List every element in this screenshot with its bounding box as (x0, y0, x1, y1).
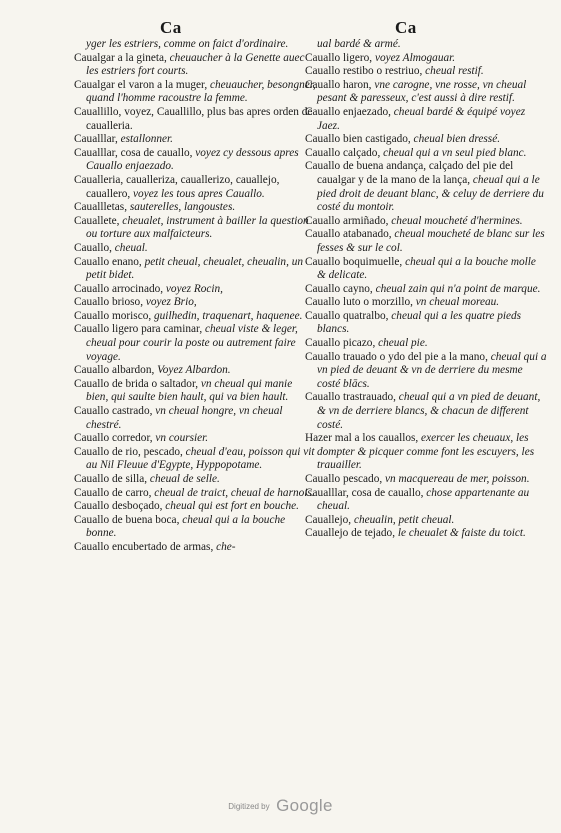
dictionary-entry (74, 310, 316, 324)
entry-headword: Caualgar el varon a la muger, (74, 78, 208, 91)
entry-headword: Cauallo restibo o restriuo, (305, 65, 423, 78)
entry-definition: exercer les cheuaux, les dompter & picquer comme font les escuyers, les trauailler. (317, 432, 535, 472)
entry-headword: Caualgar a la gineta, (74, 51, 167, 64)
entry-definition: cheual moucheté de blanc sur les fesses & sur le col. (317, 228, 545, 254)
entry-definition: cheual de selle. (147, 473, 220, 485)
entry-headword: Cauallo cayno, (305, 282, 373, 295)
dictionary-entry (74, 133, 316, 147)
dictionary-entry (305, 473, 547, 487)
entry-headword: Caualllar, (74, 133, 118, 146)
entry-definition: voyez Brio, (143, 296, 197, 309)
entry-headword: Cauallo corredor, (74, 432, 153, 445)
running-header-right: Ca (395, 18, 417, 37)
entry-definition: cheualet, instrument à bailler la question ou torture aux malfaicteurs. (86, 214, 309, 241)
entry-headword: Cauallo desboçado, (74, 500, 163, 513)
entry-headword: Cauallo de brida o saltador, (74, 377, 199, 390)
dictionary-entry (74, 52, 316, 79)
dictionary-entry (305, 337, 547, 351)
dictionary-entry (305, 432, 547, 473)
entry-definition: cheual zain qui n'a point de marque. (372, 282, 541, 295)
entry-headword: Cauallo morisco, (74, 309, 152, 322)
dictionary-entry (74, 487, 316, 501)
entry-definition: cheual qui a le pied droit de deuant blanc, & celuy de derriere du costé du montoir. (317, 173, 544, 214)
dictionary-entry (305, 65, 547, 79)
entry-headword: Cauallo de carro, (74, 486, 152, 499)
entry-headword: Cauallo atabanado, (305, 228, 392, 241)
entry-headword: Hazer mal a los cauallos, (305, 432, 419, 445)
entry-definition: cheuaucher, besongner, quand l'homme racoustre la femme. (86, 78, 316, 105)
entry-headword: Cauallo enano, (74, 255, 142, 268)
entry-definition: che- (213, 540, 236, 553)
right-column (305, 38, 547, 541)
dictionary-entry (74, 364, 316, 378)
entry-definition: vne carogne, vne rosse, vn cheual pesant & paresseux, c'est aussi à dire restif. (317, 78, 527, 105)
entry-definition: yger les estriers, comme on faict d'ordinaire. (86, 38, 289, 50)
entry-headword: Cauallo albardon, (74, 364, 155, 377)
entry-headword: Cauallo enjaezado, (305, 105, 391, 118)
dictionary-entry (305, 133, 547, 147)
entry-definition: cheual bardé & équipé voyez Jaez. (317, 105, 526, 132)
entry-definition: vn cheual moreau. (412, 296, 500, 309)
entry-definition: cheual bien dressé. (410, 133, 501, 146)
entry-definition: cheual qui est fort en bouche. (162, 500, 299, 513)
dictionary-entry (305, 296, 547, 310)
entry-definition: cheual moucheté d'hermines. (388, 214, 523, 227)
entry-definition: cheual restif. (422, 65, 484, 78)
left-column (74, 38, 316, 555)
dictionary-entry (74, 432, 316, 446)
entry-definition: cheuaucher à la Genette auec les estriers fort courts. (86, 51, 305, 78)
running-header-left: Ca (160, 18, 182, 37)
dictionary-entry (305, 527, 547, 541)
dictionary-entry (305, 38, 547, 52)
entry-definition: cheual de traict, cheual de harnois. (151, 486, 315, 499)
entry-headword: Cauallejo de tejado, (305, 527, 396, 540)
entry-headword: Cauallo trauado o ydo del pie a la mano, (305, 350, 488, 363)
entry-definition: vn cheual qui manie bien, qui saulte bien hault, qui va bien hault. (86, 377, 293, 404)
dictionary-entry (74, 296, 316, 310)
entry-definition: ual bardé & armé. (317, 38, 401, 50)
dictionary-entry (74, 201, 316, 215)
entry-definition: cheual pie. (375, 337, 428, 350)
entry-headword: Cauallo de rio, pescado, (74, 445, 183, 458)
dictionary-entry (305, 283, 547, 297)
entry-definition: estallonner. (117, 133, 174, 146)
entry-headword: Cauallo luto o morzillo, (305, 296, 413, 309)
dictionary-entry (74, 446, 316, 473)
entry-definition: voyez Almogauar. (372, 51, 456, 64)
dictionary-entry (305, 147, 547, 161)
entry-definition: sauterelles, langoustes. (127, 201, 236, 214)
entry-definition: vn coursier. (152, 432, 209, 445)
entry-definition: cheual d'eau, poisson qui vit au Nil Fleuue d'Egypte, Hyppopotame. (86, 445, 315, 472)
entry-definition: voyez les tous apres Cauallo. (130, 187, 265, 200)
entry-headword: Caualllar, cosa de cauallo, (74, 146, 193, 159)
entry-definition: chose appartenante au cheual. (317, 486, 530, 513)
entry-headword: Cauallo brioso, (74, 296, 144, 309)
watermark-prefix: Digitized by (228, 801, 270, 811)
entry-definition: cheual qui a la bouche bonne. (86, 513, 286, 540)
dictionary-entry (74, 38, 316, 52)
entry-definition: voyez cy dessous apres Cauallo enjaezado. (86, 146, 299, 173)
entry-headword: Cauallejo, (305, 513, 352, 526)
entry-headword: Cauallillo, voyez, Cauallillo, plus bas apres orden de caualleria. (74, 105, 313, 132)
dictionary-entry (305, 391, 547, 432)
dictionary-entry (74, 147, 316, 174)
dictionary-entry (74, 541, 316, 555)
entry-definition: cheual qui a la bouche molle & delicate. (317, 255, 536, 282)
entry-definition: cheualin, petit cheual. (351, 513, 455, 526)
entry-headword: Cauallo ligero para caminar, (74, 323, 203, 336)
dictionary-entry (305, 79, 547, 106)
dictionary-entry (74, 405, 316, 432)
digitization-watermark (0, 796, 561, 816)
entry-headword: Cauallo trastrauado, (305, 391, 396, 404)
entry-definition: cheual. (111, 241, 148, 254)
dictionary-entry (74, 323, 316, 364)
entry-headword: Cauallo encubertado de armas, (74, 540, 214, 553)
entry-headword: Cauallo armiñado, (305, 214, 389, 227)
entry-headword: Cauallo haron, (305, 78, 372, 91)
entry-headword: Caualleria, caualleriza, cauallerizo, cauallejo, cauallero, (74, 173, 280, 200)
dictionary-entry (74, 473, 316, 487)
entry-headword: Cauallo pescado, (305, 473, 383, 485)
dictionary-entry (74, 215, 316, 242)
entry-headword: Cauallo, (74, 241, 112, 254)
dictionary-entry (74, 242, 316, 256)
entry-definition: cheual qui a les quatre pieds blancs. (317, 309, 522, 336)
dictionary-entry (305, 106, 547, 133)
entry-headword: Cauallo quatralbo, (305, 309, 389, 322)
entry-headword: Cauallo de buena andança, calçado del pie del caualgar y de la mano de la lança, (305, 160, 514, 186)
dictionary-entry (305, 228, 547, 255)
entry-headword: Cauallo castrado, (74, 405, 153, 418)
dictionary-entry (305, 351, 547, 392)
entry-definition: guilhedin, traquenart, haquenee. (151, 309, 303, 322)
entry-definition: vn macquereau de mer, poisson. (382, 473, 530, 485)
dictionary-entry (74, 79, 316, 106)
dictionary-entry (74, 378, 316, 405)
entry-definition: cheual qui a vn pied de deuant & vn de derriere du mesme costé blācs. (317, 350, 547, 390)
entry-definition: voyez Rocin, (163, 282, 224, 295)
entry-definition: cheual qui a vn seul pied blanc. (380, 146, 527, 159)
dictionary-entry (305, 514, 547, 528)
dictionary-entry (74, 500, 316, 514)
dictionary-entry (305, 487, 547, 514)
dictionary-entry (305, 160, 547, 214)
entry-headword: Cauallo picazo, (305, 337, 376, 350)
entry-headword: Cauallletas, (74, 201, 128, 214)
dictionary-entry (74, 106, 316, 133)
dictionary-entry (305, 52, 547, 66)
entry-definition: vn cheual hongre, vn cheual chestré. (86, 405, 283, 431)
entry-headword: Cauallo arrocinado, (74, 282, 164, 295)
entry-headword: Caualllar, cosa de cauallo, (305, 486, 424, 499)
entry-definition: cheual viste & leger, cheual pour courir la poste ou autrement faire voyage. (86, 323, 298, 363)
dictionary-entry (74, 174, 316, 201)
watermark-logo: Google (276, 796, 333, 815)
dictionary-entry (74, 283, 316, 297)
entry-definition: petit cheual, cheualet, cheualin, un petit bidet. (86, 255, 304, 282)
dictionary-entry (74, 514, 316, 541)
entry-definition: Voyez Albardon. (154, 364, 231, 377)
dictionary-entry (305, 310, 547, 337)
entry-definition: le cheualet & faiste du toict. (395, 527, 526, 540)
entry-headword: Cauallo boquimuelle, (305, 255, 403, 268)
entry-headword: Cauallo de buena boca, (74, 513, 180, 526)
entry-headword: Cauallo de silla, (74, 473, 148, 485)
entry-headword: Cauallete, (74, 214, 120, 227)
entry-definition: cheual qui a vn pied de deuant, & vn de derriere blancs, & chacun de different costé. (317, 391, 541, 431)
dictionary-entry (74, 256, 316, 283)
entry-headword: Cauallo ligero, (305, 51, 373, 64)
entry-headword: Cauallo bien castigado, (305, 133, 411, 146)
dictionary-entry (305, 256, 547, 283)
entry-headword: Cauallo calçado, (305, 146, 381, 159)
dictionary-entry (305, 215, 547, 229)
